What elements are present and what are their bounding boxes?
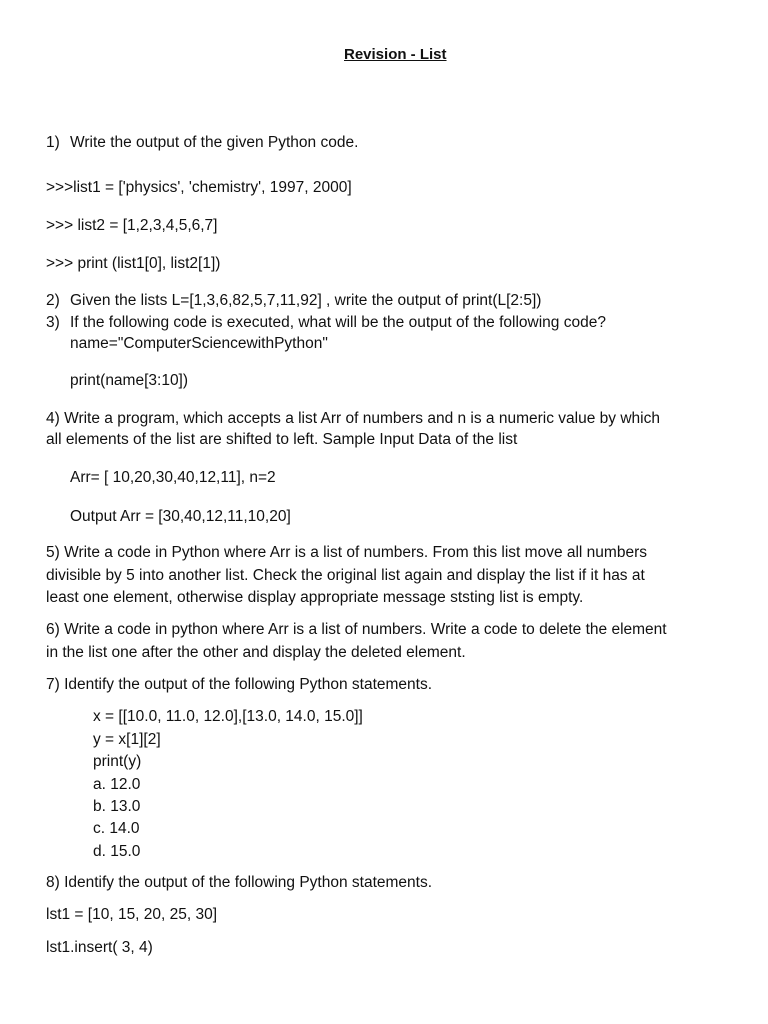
question-5-line: 5) Write a code in Python where Arr is a list of numbers. From this list move all numbers: [46, 544, 647, 561]
question-text: Write the output of the given Python code.: [70, 134, 359, 151]
page-title: Revision - List: [344, 46, 447, 63]
question-number: 1): [46, 134, 60, 151]
code-line: >>>list1 = ['physics', 'chemistry', 1997, 2000]: [46, 179, 352, 196]
code-line: >>> list2 = [1,2,3,4,5,6,7]: [46, 217, 218, 234]
code-line: lst1 = [10, 15, 20, 25, 30]: [46, 906, 218, 923]
answer-option: d. 15.0: [93, 843, 141, 860]
question-2: [46, 291, 541, 311]
sample-input: Arr= [ 10,20,30,40,12,11], n=2: [70, 469, 276, 486]
answer-option: c. 14.0: [93, 820, 140, 837]
code-line: lst1.insert( 3, 4): [46, 939, 153, 956]
question-3: [46, 313, 606, 333]
question-text: If the following code is executed, what will be the output of the following code?: [70, 314, 606, 331]
question-4-line: 4) Write a program, which accepts a list Arr of numbers and n is a numeric value by which: [46, 410, 660, 427]
code-line: x = [[10.0, 11.0, 12.0],[13.0, 14.0, 15.0]]: [93, 708, 363, 725]
question-6-line: in the list one after the other and display the deleted element.: [46, 644, 466, 661]
question-number: 2): [46, 292, 60, 309]
answer-option: a. 12.0: [93, 776, 141, 793]
sample-output: Output Arr = [30,40,12,11,10,20]: [70, 508, 291, 525]
code-line: y = x[1][2]: [93, 731, 161, 748]
question-number: 3): [46, 314, 60, 331]
question-1: [46, 133, 358, 153]
question-5-line: least one element, otherwise display appropriate message ststing list is empty.: [46, 589, 584, 606]
question-4-line: all elements of the list are shifted to left. Sample Input Data of the list: [46, 431, 518, 448]
answer-option: b. 13.0: [93, 798, 141, 815]
question-7: 7) Identify the output of the following Python statements.: [46, 676, 433, 693]
question-8: 8) Identify the output of the following Python statements.: [46, 874, 433, 891]
question-6-line: 6) Write a code in python where Arr is a list of numbers. Write a code to delete the element: [46, 621, 667, 638]
code-line: name="ComputerSciencewithPython": [70, 335, 328, 352]
code-line: print(y): [93, 753, 142, 770]
question-5-line: divisible by 5 into another list. Check the original list again and display the list if it has at: [46, 567, 645, 584]
code-line: print(name[3:10]): [70, 372, 189, 389]
question-text: Given the lists L=[1,3,6,82,5,7,11,92] , write the output of print(L[2:5]): [70, 292, 542, 309]
code-line: >>> print (list1[0], list2[1]): [46, 255, 221, 272]
